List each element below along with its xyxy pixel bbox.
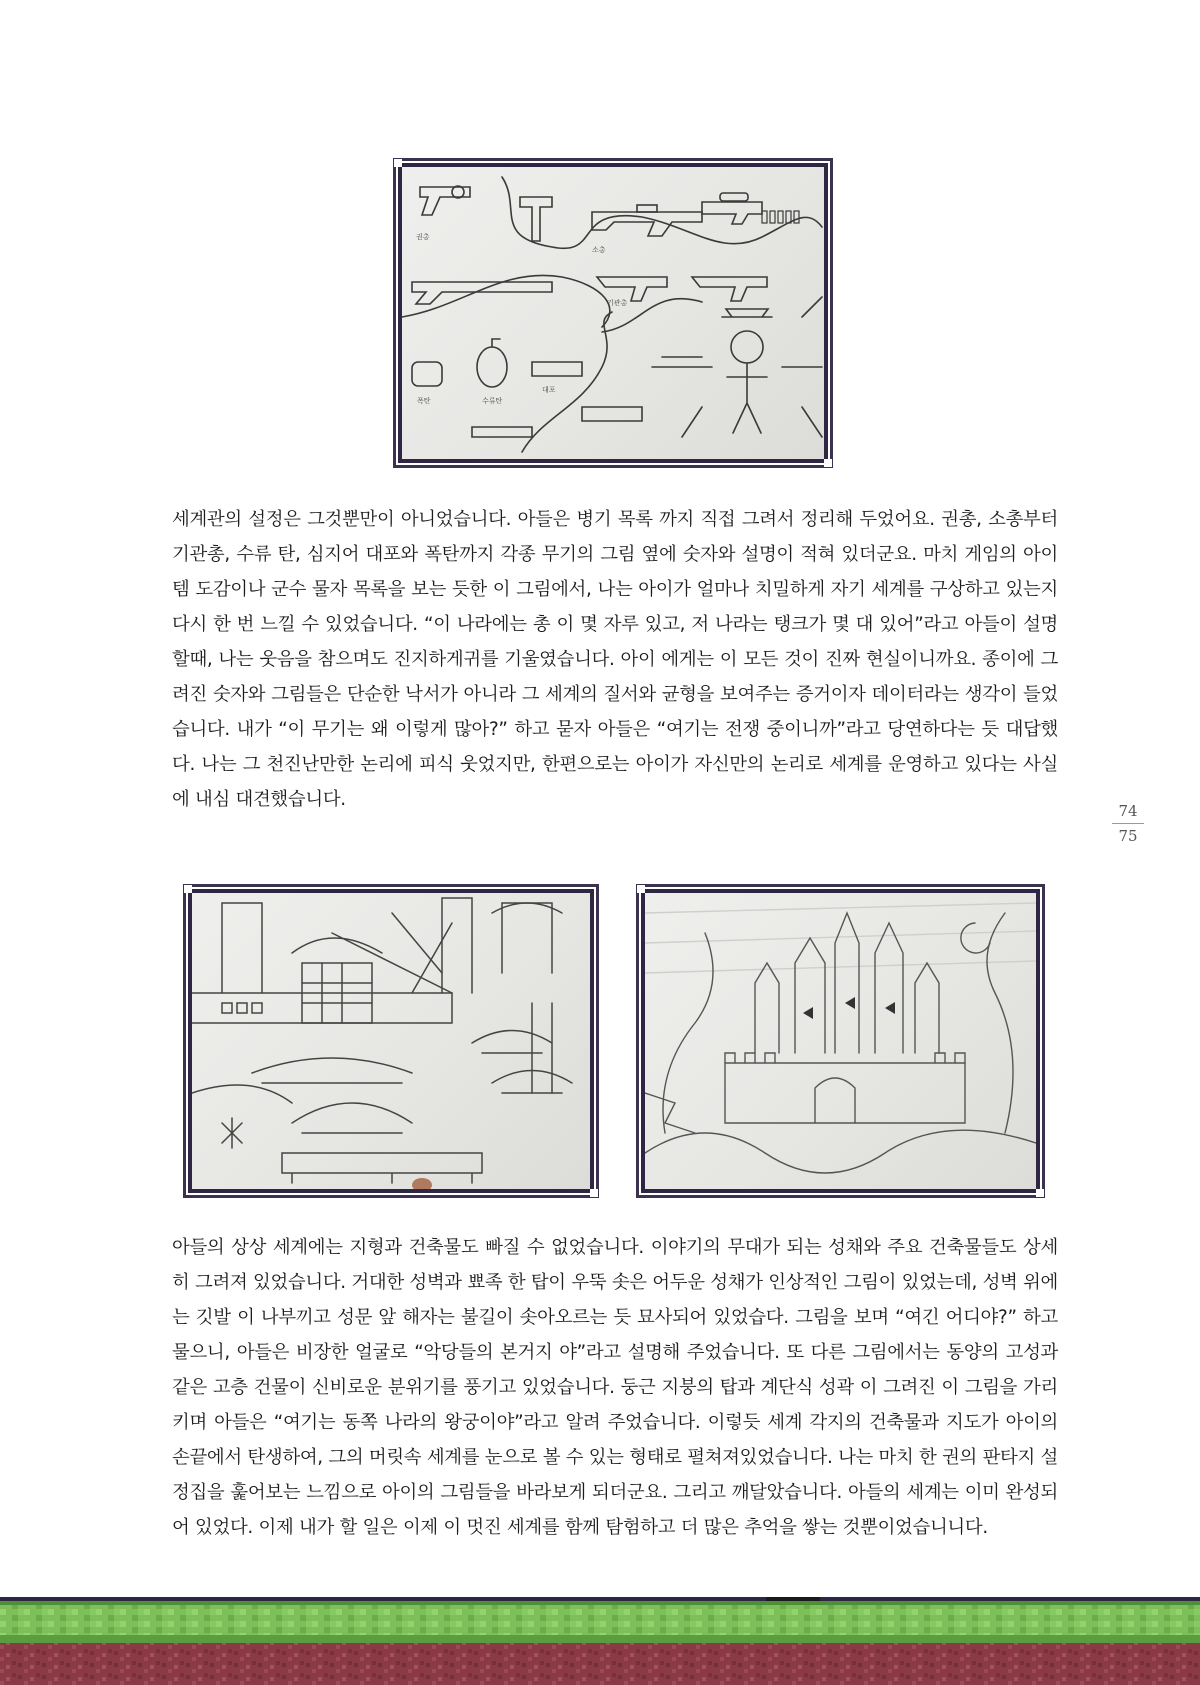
page-number-left: 74 (1118, 802, 1138, 820)
weapons-sketch-labels (416, 232, 628, 405)
page-number-right: 75 (1118, 827, 1138, 845)
svg-text:권총: 권총 (416, 233, 430, 241)
weapons-drawing-image (402, 167, 824, 459)
svg-text:기관총: 기관총 (607, 299, 628, 307)
castle-dark-sketch (645, 893, 1036, 1189)
castle-dark-drawing-image (645, 893, 1036, 1189)
svg-text:대포: 대포 (542, 386, 556, 394)
page-numbers (1108, 800, 1148, 847)
castle-east-drawing-frame (188, 889, 594, 1193)
castle-east-sketch (192, 893, 590, 1189)
svg-text:수류탄: 수류탄 (482, 397, 503, 405)
castle-dark-drawing-frame (641, 889, 1040, 1193)
weapons-drawing-frame (398, 163, 828, 463)
paragraph-castles: 아들의 상상 세계에는 지형과 건축물도 빠질 수 없었습니다. 이야기의 무대가 되는 성채와 주요 건축물들도 상세히 그려져 있었습니다. 거대한 성벽과 뾰족 한 탑이 우뚝 솟은 어두운 성채가 인상적인 그림이 있었는데, 성벽 위에는 깃발 이 나부끼고 성문 앞 해자는 불길이 솟아오르는 듯 묘사되어 있었습다. 그림을 보며 “여긴 어디야?” 하고 물으니, 아들은 비장한 얼굴로 “악당들의 본거지 야”라고 설명해 주었습니다. 또 다른 그림에서는 동양의 고성과 같은 고층 건물이 신비로운 분위기를 풍기고 있었습니다. 둥근 지붕의 탑과 계단식 성곽 이 그려진 이 그림을 가리키며 아들은 “여기는 동쪽 나라의 왕궁이야”라고 알려 주었습니다. 이렇듯 세계 각지의 건축물과 지도가 아이의 손끝에서 탄생하여, 그의 머릿속 세계를 눈으로 볼 수 있는 형태로 펼쳐져있었습니다. 나는 마치 한 권의 판타지 설정집을 훑어보는 느낌으로 아이의 그림들을 바라보게 되더군요. 그리고 깨달았습니다. 아들의 세계는 이미 완성되어 있었다. 이제 내가 할 일은 이제 이 멋진 세계를 함께 탐험하고 더 많은 추억을 쌓는 것뿐이었습니니다. (172, 1237, 1058, 1538)
page-number-divider (1112, 823, 1144, 824)
castle-east-drawing-image (192, 893, 590, 1189)
pixel-grass-art (0, 1597, 1200, 1685)
svg-text:소총: 소총 (592, 246, 606, 254)
thumb-shape (412, 1178, 432, 1189)
paragraph-weapons: 세계관의 설정은 그것뿐만이 아니었습니다. 아들은 병기 목록 까지 직접 그려서 정리해 두었어요. 권총, 소총부터 기관총, 수류 탄, 심지어 대포와 폭탄까지 각종 무기의 그림 옆에 숫자와 설명이 적혀 있더군요. 마치 게임의 아이템 도감이나 군수 물자 목록을 보는 듯한 이 그림에서, 나는 아이가 얼마나 치밀하게 자기 세계를 구상하고 있는지 다시 한 번 느낄 수 있었습니다. “이 나라에는 총 이 몇 자루 있고, 저 나라는 탱크가 몇 대 있어”라고 아들이 설명할때, 나는 웃음을 참으며도 진지하게귀를 기울였습니다. 아이 에게는 이 모든 것이 진짜 현실이니까요. 종이에 그려진 숫자와 그림들은 단순한 낙서가 아니라 그 세계의 질서와 균형을 보여주는 증거이자 데이터라는 생각이 들었습니다. 내가 “이 무기는 왜 이렇게 많아?” 하고 묻자 아들은 “여기는 전쟁 중이니까”라고 당연하다는 듯 대답했다. 나는 그 천진난만한 논리에 피식 웃었지만, 한편으로는 아이가 자신만의 논리로 세계를 운영하고 있다는 사실에 내심 대견했습니다. (172, 509, 1058, 810)
weapons-sketch (402, 167, 824, 459)
pixel-grass-footer (0, 1597, 1200, 1685)
svg-text:폭탄: 폭탄 (417, 397, 431, 405)
